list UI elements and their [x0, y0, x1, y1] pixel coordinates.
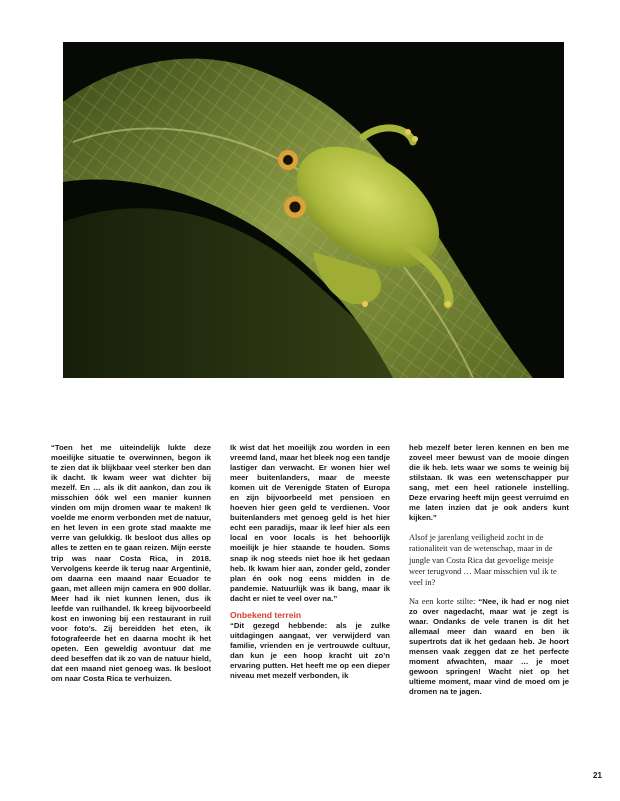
body-paragraph: [409, 597, 569, 697]
body-paragraph: Ik wist dat het moeilijk zou worden in een vreemd land, maar het bleek nog een tandje lastiger dan verwacht. Er wonen hier wel meer buitenlanders, maar de meeste komen uit de Verenigde Staten of Europa en zijn bijvoorbeeld met pensioen en hoeven hier geen geld te verdienen. Voor buitenlanders met genoeg geld is het hier echt een paradijs, maar ik leef hier als een local en voor locals is het behoorlijk moeilijk je hier staande te houden. Soms snap ik nog steeds niet hoe ik het gedaan heb. Ik kwam hier aan, zonder geld, zonder plan én ook nog eens midden in de pandemie. Natuurlijk was ik bang, maar ik dacht er niet te veel over na.”: [230, 443, 390, 603]
body-paragraph: heb mezelf beter leren kennen en ben me zoveel meer bewust van de mooie dingen die ik heb. Iets waar we soms te weinig bij stilstaan. Ik was een wetenschapper pur sang, met een heel rationele instelling. Deze ervaring heeft mijn geest verruimd en me laten inzien dat je ook anders kunt kijken.”: [409, 443, 569, 523]
article-column-3: [409, 443, 569, 697]
interviewer-question: Alsof je jarenlang veiligheid zocht in de rationaliteit van de wetenschap, maar in de jungle van Costa Rica dat gevoelige meisje weer terugvond … Maar misschien vul ik te veel in?: [409, 533, 557, 587]
page-number: 21: [593, 771, 602, 780]
answer-text: “Nee, ik had er nog niet zo over nagedacht, maar wat je zegt is waar. Ondanks de vele tranen is dit het allemaal meer dan waard en ben ik supertrots dat ik het gedaan heb. Je hoort mensen vaak zeggen dat ze het perfecte moment afwachten, maar … je moet gewoon springen! Wacht niet op het ultieme moment, maar vind de moed om je dromen na te jagen.: [409, 596, 569, 697]
article-column-1: [51, 443, 211, 684]
subheading: Onbekend terrein: [230, 609, 302, 620]
article-column-2: [230, 443, 390, 681]
body-paragraph: “Toen het me uiteindelijk lukte deze moeilijke situatie te overwinnen, begon ik te zien dat ik blijkbaar veel sterker ben dan ik dacht. Ik kwam weer wat dichter bij mezelf. En … als ik dit aankon, dan zou ik misschien óók wel een manier kunnen vinden om mijn dromen waar te maken! Ik voelde me enorm verbonden met de natuur, en het leven in een grote stad maakte me verre van gelukkig. Ik besloot dus alles op alles te zetten en te gaan reizen. Mijn eerste trip was naar Costa Rica, in 2018. Vervolgens keerde ik terug naar Argentinië, om daarna een maand naar Ecuador te gaan, met alleen mijn camera en 900 dollar. Meer had ik niet kunnen lenen, dus ik leefde van ruilhandel. Ik kreeg bijvoorbeeld kost en inwoning bij een restaurant in ruil voor foto’s. Zij bereidden het eten, ik fotografeerde het en daarna mocht ik het opeten. Een geweldig avontuur dat me deed beseffen dat ik zo van de natuur hield, dat een maand niet genoeg was. Ik besloot om naar Costa Rica te verhuizen.: [51, 443, 211, 684]
glass-frog-photo: [63, 42, 564, 378]
frog-illustration: [63, 42, 564, 378]
body-paragraph: “Dit gezegd hebbende: als je zulke uitdagingen aangaat, ver verwijderd van familie, vrienden en je vertrouwde cultuur, dan kun je een hoop kracht uit zo’n ervaring putten. Het heeft me op een dieper niveau met mezelf verbonden, ik: [230, 620, 390, 680]
interviewer-lead: Na een korte stilte:: [409, 596, 479, 606]
